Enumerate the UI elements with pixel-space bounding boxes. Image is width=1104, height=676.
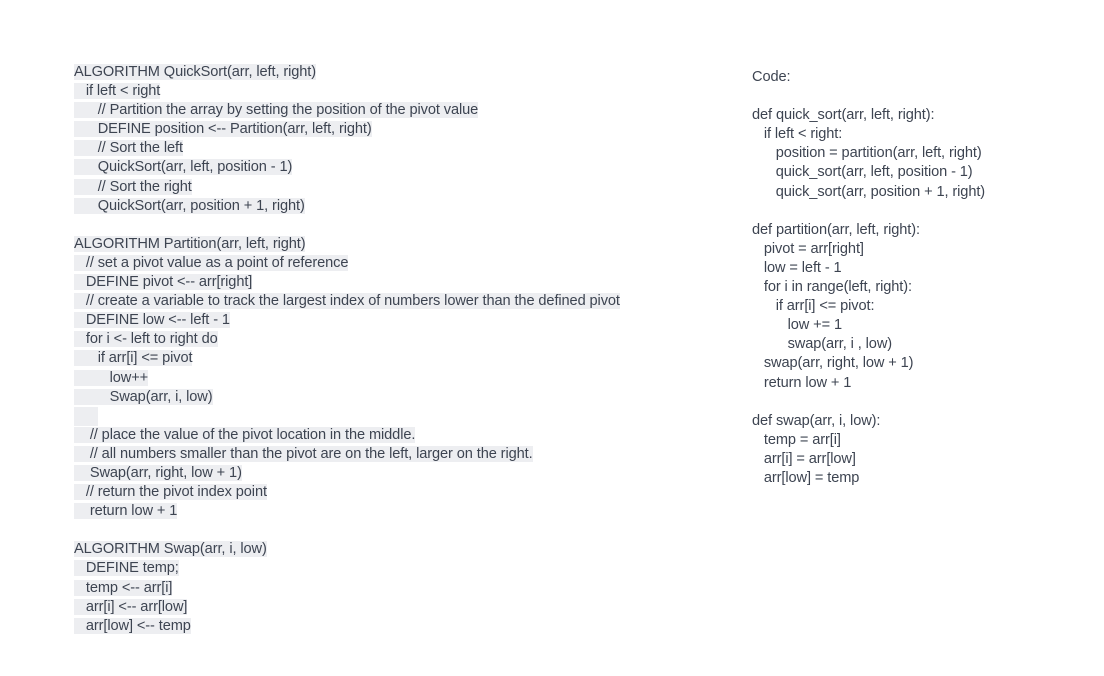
code-line: temp = arr[i]	[752, 431, 841, 448]
code-line: if arr[i] <= pivot:	[752, 298, 875, 315]
code-line	[74, 579, 620, 598]
code-line	[74, 502, 620, 521]
code-line-text: DEFINE position <-- Partition(arr, left, right)	[74, 121, 372, 138]
code-line-text: DEFINE pivot <-- arr[right]	[74, 274, 253, 291]
code-line	[74, 292, 620, 311]
code-line-text: // all numbers smaller than the pivot are on the left, larger on the right.	[74, 445, 533, 462]
code-line: swap(arr, right, low + 1)	[752, 355, 914, 372]
spacer	[752, 393, 985, 412]
code-line: arr[low] = temp	[752, 469, 860, 486]
code-line: def swap(arr, i, low):	[752, 412, 881, 429]
code-line	[74, 540, 620, 559]
spacer	[752, 87, 985, 106]
code-line	[74, 158, 620, 177]
code-line-text: ALGORITHM Swap(arr, i, low)	[74, 541, 267, 558]
spacer	[74, 216, 620, 235]
code-line-text: ALGORITHM Partition(arr, left, right)	[74, 235, 306, 252]
code-line	[74, 197, 620, 216]
spacer	[752, 202, 985, 221]
code-line-text: // Sort the left	[74, 140, 183, 157]
code-line	[74, 617, 620, 636]
code-line	[74, 120, 620, 139]
code-line	[74, 139, 620, 158]
partition-pseudocode	[74, 235, 620, 407]
code-line	[74, 311, 620, 330]
code-line: low = left - 1	[752, 259, 842, 276]
code-line-text: if left < right	[74, 83, 161, 100]
code-line-text: arr[low] <-- temp	[74, 617, 191, 634]
code-block	[752, 68, 985, 488]
code-line-text: return low + 1	[74, 503, 178, 520]
code-line: position = partition(arr, left, right)	[752, 145, 982, 162]
spacer-highlight	[74, 407, 98, 426]
code-line-text: QuickSort(arr, position + 1, right)	[74, 197, 305, 214]
code-line-text: // return the pivot index point	[74, 484, 267, 501]
code-line-text: DEFINE temp;	[74, 560, 179, 577]
partition-code	[752, 221, 985, 393]
code-line	[74, 369, 620, 388]
code-line	[74, 63, 620, 82]
code-line: quick_sort(arr, position + 1, right)	[752, 183, 986, 200]
code-heading: Code:	[752, 69, 791, 85]
code-line: return low + 1	[752, 374, 852, 391]
code-line-text: // Partition the array by setting the position of the pivot value	[74, 102, 479, 119]
code-line	[74, 235, 620, 254]
code-line-text: DEFINE low <-- left - 1	[74, 312, 230, 329]
code-line-text: ALGORITHM QuickSort(arr, left, right)	[74, 64, 317, 80]
code-line-text: // set a pivot value as a point of reference	[74, 254, 349, 271]
swap-pseudocode	[74, 540, 620, 635]
code-line	[74, 388, 620, 407]
code-line	[74, 445, 620, 464]
code-line: pivot = arr[right]	[752, 240, 864, 257]
code-line: for i in range(left, right):	[752, 279, 912, 296]
code-line: low += 1	[752, 317, 842, 334]
code-line: swap(arr, i , low)	[752, 336, 893, 353]
code-line-text: // create a variable to track the largest index of numbers lower than the defined pivot	[74, 293, 620, 310]
quicksort-pseudocode	[74, 63, 620, 216]
code-line	[74, 483, 620, 502]
code-line: def quick_sort(arr, left, right):	[752, 107, 935, 124]
spacer	[74, 521, 620, 540]
code-line	[74, 82, 620, 101]
swap-code	[752, 412, 985, 488]
code-line	[74, 349, 620, 368]
code-line	[74, 598, 620, 617]
code-line	[74, 464, 620, 483]
code-line: quick_sort(arr, left, position - 1)	[752, 164, 973, 181]
code-line: if left < right:	[752, 126, 843, 143]
quick-sort-code	[752, 106, 985, 201]
code-line-text: if arr[i] <= pivot	[74, 350, 193, 367]
code-line	[74, 426, 620, 445]
code-line	[74, 273, 620, 292]
code-line-text: for i <- left to right do	[74, 331, 218, 348]
code-line	[74, 559, 620, 578]
code-line-text: temp <-- arr[i]	[74, 579, 173, 596]
partition-pseudocode-tail	[74, 426, 620, 521]
code-line-text: low++	[74, 369, 149, 386]
code-line	[74, 101, 620, 120]
code-line	[74, 330, 620, 349]
code-line: def partition(arr, left, right):	[752, 221, 920, 238]
code-line-text: arr[i] <-- arr[low]	[74, 598, 188, 615]
code-line-text: // place the value of the pivot location in the middle.	[74, 426, 416, 443]
code-line-text: Swap(arr, i, low)	[74, 388, 213, 405]
code-line-text: Swap(arr, right, low + 1)	[74, 464, 242, 481]
code-line	[74, 254, 620, 273]
code-line-text: // Sort the right	[74, 178, 192, 195]
pseudocode-block	[74, 63, 620, 636]
code-line	[74, 178, 620, 197]
code-line: arr[i] = arr[low]	[752, 450, 856, 467]
code-line-text: QuickSort(arr, left, position - 1)	[74, 159, 293, 176]
